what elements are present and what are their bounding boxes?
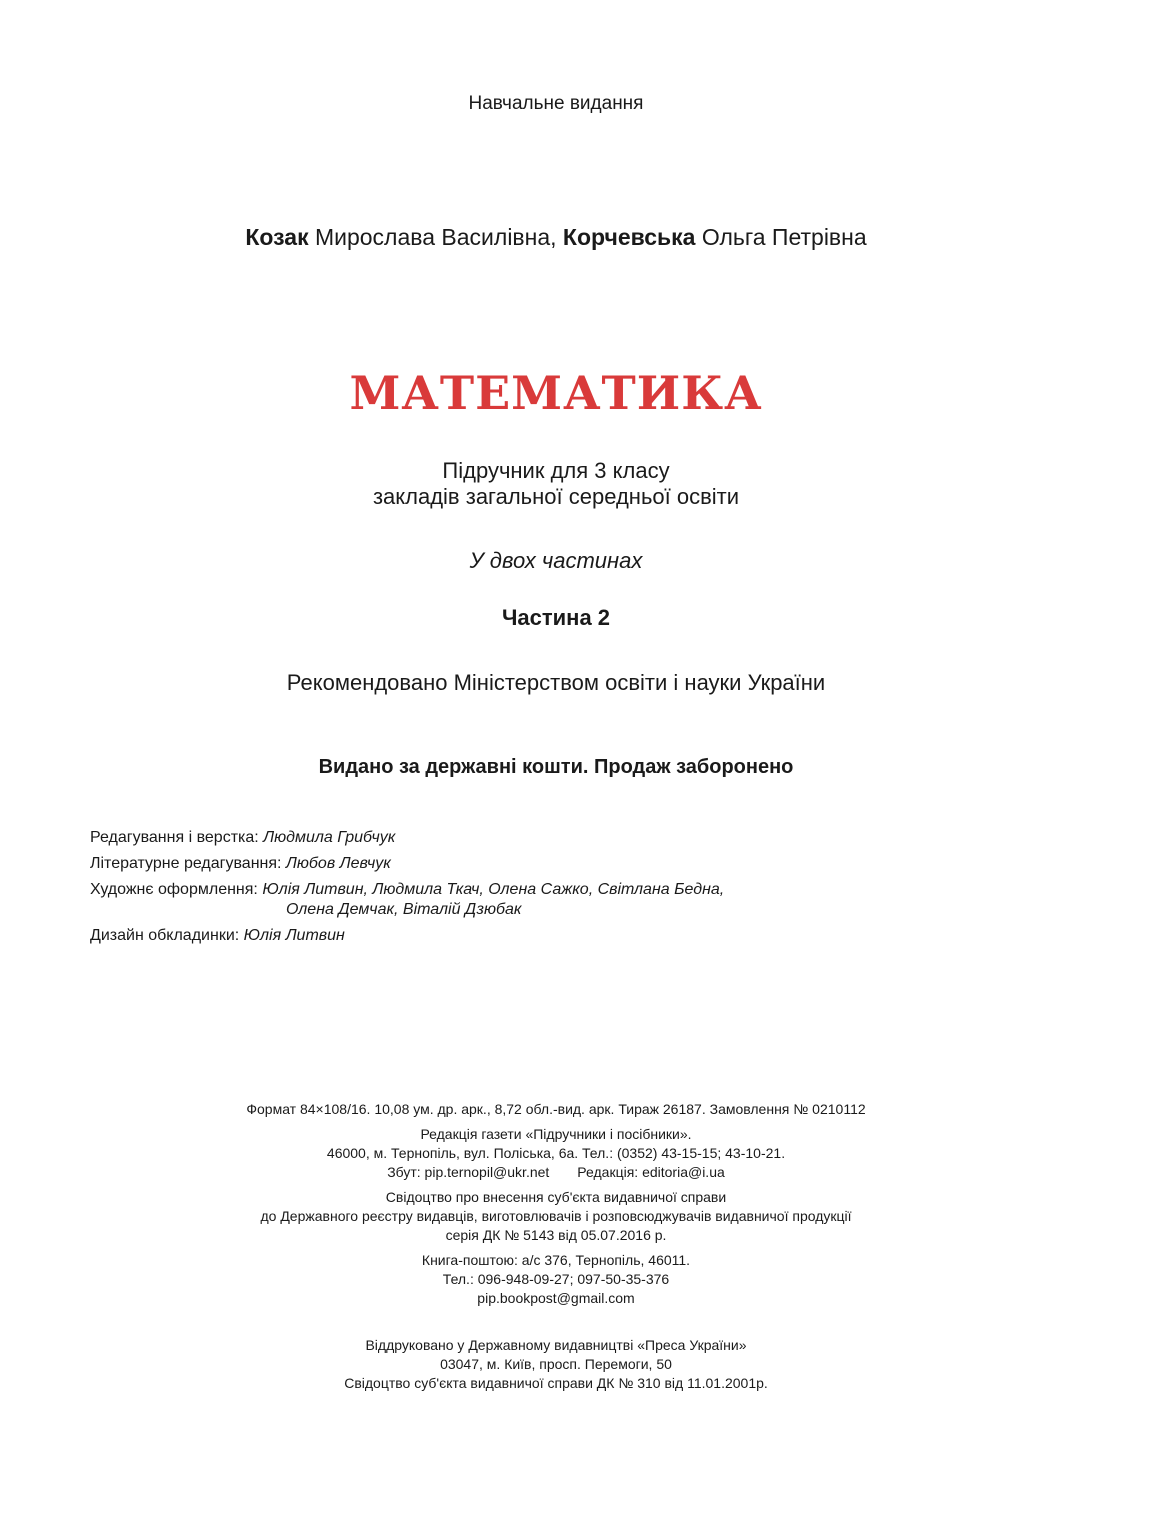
contacts-line — [0, 1163, 1112, 1182]
credit-role: Художнє оформлення: — [90, 881, 263, 898]
publisher-block — [0, 1125, 1112, 1182]
subtitle-line1: Підручник для 3 класу — [442, 458, 670, 483]
printer-info — [0, 1336, 1112, 1393]
mail-line: Книга-поштою: а/с 376, Тернопіль, 46011. — [421, 1252, 691, 1268]
part-number: Частина 2 — [501, 605, 611, 630]
certificate-line: серія ДК № 5143 від 05.07.2016 р. — [445, 1227, 667, 1243]
edition-type: Навчальне видання — [468, 93, 644, 114]
printer-line: Свідоцтво суб'єкта видавничої справи ДК № 310 від 11.01.2001р. — [344, 1375, 768, 1391]
imprint — [0, 1100, 1112, 1314]
format-line: Формат 84×108/16. 10,08 ум. др. арк., 8,72 обл.-вид. арк. Тираж 26187. Замовлення № 0210112 — [246, 1101, 866, 1117]
subtitle-line2: закладів загальної середньої освіти — [372, 484, 740, 509]
credit-names: Юлія Литвин, Людмила Ткач, Олена Сажко, Світлана Бедна, — [262, 881, 725, 898]
certificate-line: Свідоцтво про внесення суб'єкта видавничої справи — [385, 1189, 727, 1205]
credits — [90, 828, 724, 952]
author2-surname: Корчевська — [562, 224, 696, 250]
certificate-block — [0, 1188, 1112, 1245]
credit-role: Дизайн обкладинки: — [90, 927, 244, 944]
mail-line: Тел.: 096-948-09-27; 097-50-35-376 — [442, 1271, 670, 1287]
printer-line: Віддруковано у Державному видавництві «Преса України» — [365, 1337, 747, 1353]
credit-role: Літературне редагування: — [90, 855, 286, 872]
credit-editing — [90, 828, 724, 848]
credit-art — [90, 880, 724, 920]
mail-order-block — [0, 1251, 1112, 1308]
author1-name: Мирослава Василівна, — [308, 224, 563, 250]
publisher-line: 46000, м. Тернопіль, вул. Поліська, 6а. Тел.: (0352) 43-15-15; 43-10-21. — [326, 1145, 786, 1161]
credit-role: Редагування і верстка: — [90, 829, 264, 846]
free-notice: Видано за державні кошти. Продаж заборонено — [318, 756, 794, 778]
credit-names: Юлія Литвин — [243, 927, 345, 944]
editorial-email: Редакція: editoria@i.ua — [577, 1164, 725, 1180]
sales-email: Збут: pip.ternopil@ukr.net — [387, 1164, 550, 1180]
credit-literary — [90, 854, 724, 874]
book-title: МАТЕМАТИКА — [349, 366, 763, 420]
author1-surname: Козак — [245, 224, 309, 250]
authors — [0, 224, 1112, 251]
publisher-line: Редакція газети «Підручники і посібники». — [420, 1126, 692, 1142]
credit-names: Людмила Грибчук — [263, 829, 396, 846]
mail-line: pip.bookpost@gmail.com — [477, 1290, 635, 1306]
credit-names-cont: Олена Демчак, Віталій Дзюбак — [286, 901, 522, 918]
credit-cover — [90, 926, 724, 946]
author2-name: Ольга Петрівна — [695, 224, 867, 250]
credit-names: Любов Левчук — [285, 855, 391, 872]
recommendation: Рекомендовано Міністерством освіти і науки України — [286, 670, 826, 695]
printer-line: 03047, м. Київ, просп. Перемоги, 50 — [440, 1356, 672, 1372]
subtitle — [0, 458, 1112, 510]
certificate-line: до Державного реєстру видавців, виготовлювачів і розповсюджувачів видавничої продукції — [260, 1208, 852, 1224]
parts-note: У двох частинах — [469, 548, 643, 573]
